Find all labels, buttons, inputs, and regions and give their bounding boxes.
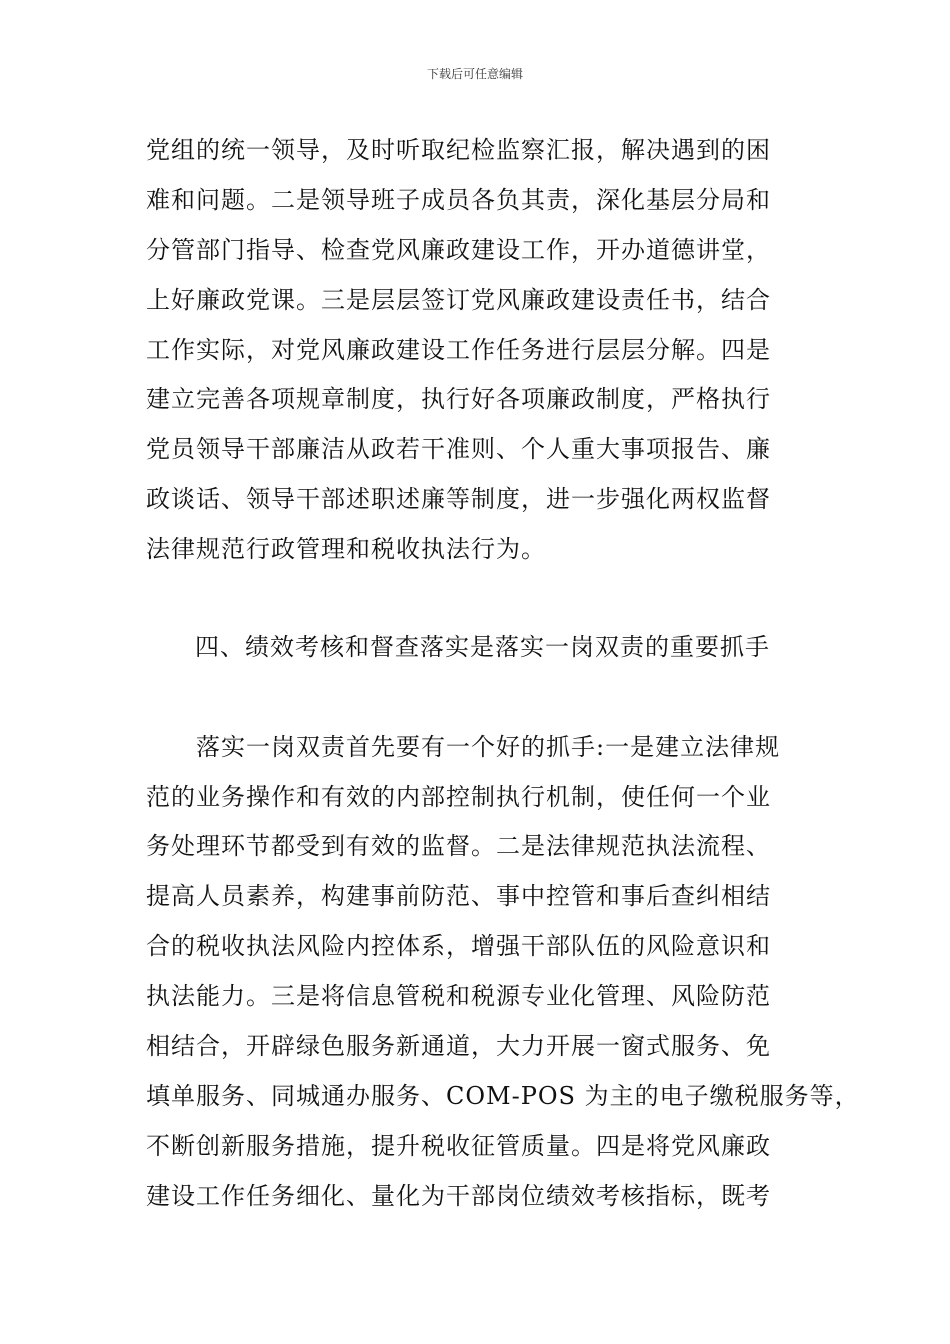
paragraph-line: 建立完善各项规章制度，执行好各项廉政制度，严格执行 bbox=[146, 385, 771, 413]
paragraph-line: 难和问题。二是领导班子成员各负其责，深化基层分局和 bbox=[146, 186, 771, 214]
paragraph-line: 不断创新服务措施，提升税收征管质量。四是将党风廉政 bbox=[146, 1132, 771, 1160]
paragraph-line: 上好廉政党课。三是层层签订党风廉政建设责任书，结合 bbox=[146, 286, 771, 314]
paragraph-line: 工作实际，对党风廉政建设工作任务进行层层分解。四是 bbox=[146, 336, 771, 364]
paragraph-line: 建设工作任务细化、量化为干部岗位绩效考核指标，既考 bbox=[146, 1182, 771, 1210]
paragraph-line: 执法能力。三是将信息管税和税源专业化管理、风险防范 bbox=[146, 982, 771, 1010]
paragraph-line: 范的业务操作和有效的内部控制执行机制，使任何一个业 bbox=[146, 783, 771, 811]
paragraph-line: 合的税收执法风险内控体系，增强干部队伍的风险意识和 bbox=[146, 932, 771, 960]
page-header: 下载后可任意编辑 bbox=[426, 67, 523, 81]
section-heading: 四、绩效考核和督查落实是落实一岗双责的重要抓手 bbox=[195, 633, 770, 661]
paragraph-line: 法律规范行政管理和税收执法行为。 bbox=[146, 535, 546, 563]
paragraph-line: 党员领导干部廉洁从政若干准则、个人重大事项报告、廉 bbox=[146, 435, 771, 463]
paragraph-line: 党组的统一领导，及时听取纪检监察汇报，解决遇到的困 bbox=[146, 136, 771, 164]
paragraph-line: 提高人员素养，构建事前防范、事中控管和事后查纠相结 bbox=[146, 882, 771, 910]
paragraph-line: 相结合，开辟绿色服务新通道，大力开展一窗式服务、免 bbox=[146, 1032, 771, 1060]
paragraph-line: 政谈话、领导干部述职述廉等制度，进一步强化两权监督 bbox=[146, 485, 771, 513]
paragraph-line: 填单服务、同城通办服务、COM-POS 为主的电子缴税服务等， bbox=[146, 1082, 860, 1110]
paragraph-line: 落实一岗双责首先要有一个好的抓手:一是建立法律规 bbox=[146, 733, 781, 761]
paragraph-line: 务处理环节都受到有效的监督。二是法律规范执法流程、 bbox=[146, 832, 771, 860]
paragraph-line: 分管部门指导、检查党风廉政建设工作，开办道德讲堂， bbox=[146, 236, 771, 264]
